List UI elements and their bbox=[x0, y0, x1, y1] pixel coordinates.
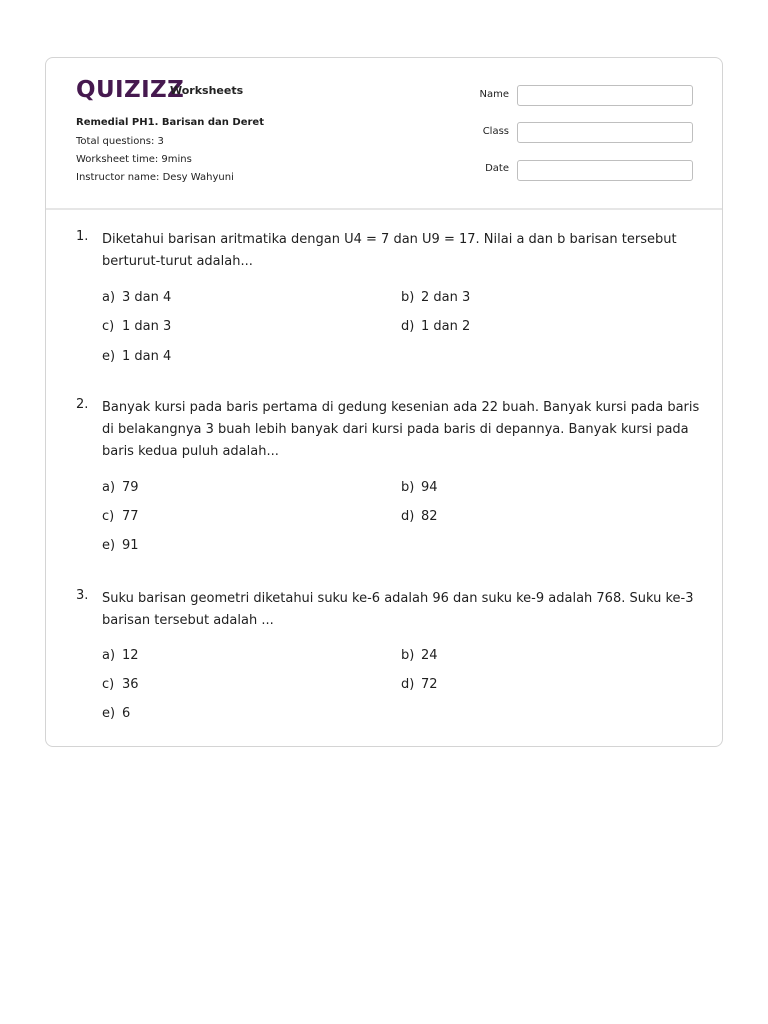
option-text: 2 dan 3 bbox=[421, 290, 471, 305]
question-text: Banyak kursi pada baris pertama di gedung kesenian ada 22 buah. Banyak kursi pada baris di belakangnya 3 buah lebih banyak dari kursi pada baris di depannya. Banyak kursi pada baris kedua puluh adalah... bbox=[102, 400, 700, 459]
option-letter: b) bbox=[401, 290, 415, 305]
question-number: 3. bbox=[76, 588, 89, 603]
option-text: 1 dan 4 bbox=[122, 349, 172, 364]
option-letter: d) bbox=[401, 677, 415, 692]
question-text: Suku barisan geometri diketahui suku ke-6 adalah 96 dan suku ke-9 adalah 768. Suku ke-3 barisan tersebut adalah ... bbox=[102, 591, 694, 628]
option-letter: a) bbox=[102, 480, 116, 495]
option-text: 1 dan 3 bbox=[122, 319, 172, 334]
option-letter: e) bbox=[102, 706, 116, 721]
option-d[interactable] bbox=[401, 319, 470, 334]
option-e[interactable] bbox=[102, 349, 171, 364]
class-label: Class bbox=[482, 126, 509, 137]
option-text: 6 bbox=[122, 706, 131, 721]
worksheet-time: Worksheet time: 9mins bbox=[76, 154, 192, 165]
option-letter: c) bbox=[102, 509, 115, 524]
option-letter: e) bbox=[102, 538, 116, 553]
option-b[interactable] bbox=[401, 290, 470, 305]
option-text: 94 bbox=[421, 480, 438, 495]
total-questions: Total questions: 3 bbox=[76, 136, 164, 147]
option-b[interactable] bbox=[401, 480, 438, 495]
name-label: Name bbox=[479, 89, 509, 100]
name-field[interactable] bbox=[517, 85, 693, 106]
option-a[interactable] bbox=[102, 290, 171, 305]
option-letter: b) bbox=[401, 480, 415, 495]
instructor-name: Instructor name: Desy Wahyuni bbox=[76, 172, 234, 183]
option-d[interactable] bbox=[401, 509, 438, 524]
option-text: 82 bbox=[421, 509, 438, 524]
option-c[interactable] bbox=[102, 319, 171, 334]
worksheets-label: Worksheets bbox=[170, 84, 244, 97]
option-c[interactable] bbox=[102, 677, 139, 692]
quizizz-logo: QUIZIZZ bbox=[76, 77, 185, 103]
option-e[interactable] bbox=[102, 706, 130, 721]
option-letter: d) bbox=[401, 319, 415, 334]
option-text: 91 bbox=[122, 538, 139, 553]
option-text: 72 bbox=[421, 677, 438, 692]
option-letter: b) bbox=[401, 648, 415, 663]
date-field[interactable] bbox=[517, 160, 693, 181]
option-letter: e) bbox=[102, 349, 116, 364]
option-d[interactable] bbox=[401, 677, 438, 692]
option-c[interactable] bbox=[102, 509, 139, 524]
option-letter: d) bbox=[401, 509, 415, 524]
date-label: Date bbox=[485, 163, 509, 174]
option-text: 12 bbox=[122, 648, 139, 663]
option-text: 3 dan 4 bbox=[122, 290, 172, 305]
option-a[interactable] bbox=[102, 480, 139, 495]
option-text: 77 bbox=[122, 509, 139, 524]
option-letter: a) bbox=[102, 648, 116, 663]
question-text: Diketahui barisan aritmatika dengan U4 = 7 dan U9 = 17. Nilai a dan b barisan tersebut berturut-turut adalah... bbox=[102, 232, 677, 269]
option-letter: a) bbox=[102, 290, 116, 305]
question-number: 1. bbox=[76, 229, 89, 244]
option-text: 1 dan 2 bbox=[421, 319, 471, 334]
option-e[interactable] bbox=[102, 538, 139, 553]
option-text: 36 bbox=[122, 677, 139, 692]
worksheet-header bbox=[46, 58, 722, 210]
option-b[interactable] bbox=[401, 648, 438, 663]
worksheet-title: Remedial PH1. Barisan dan Deret bbox=[76, 117, 264, 128]
option-text: 79 bbox=[122, 480, 139, 495]
option-a[interactable] bbox=[102, 648, 139, 663]
worksheet-card bbox=[45, 57, 723, 747]
option-text: 24 bbox=[421, 648, 438, 663]
option-letter: c) bbox=[102, 319, 115, 334]
question-number: 2. bbox=[76, 397, 89, 412]
class-field[interactable] bbox=[517, 122, 693, 143]
option-letter: c) bbox=[102, 677, 115, 692]
